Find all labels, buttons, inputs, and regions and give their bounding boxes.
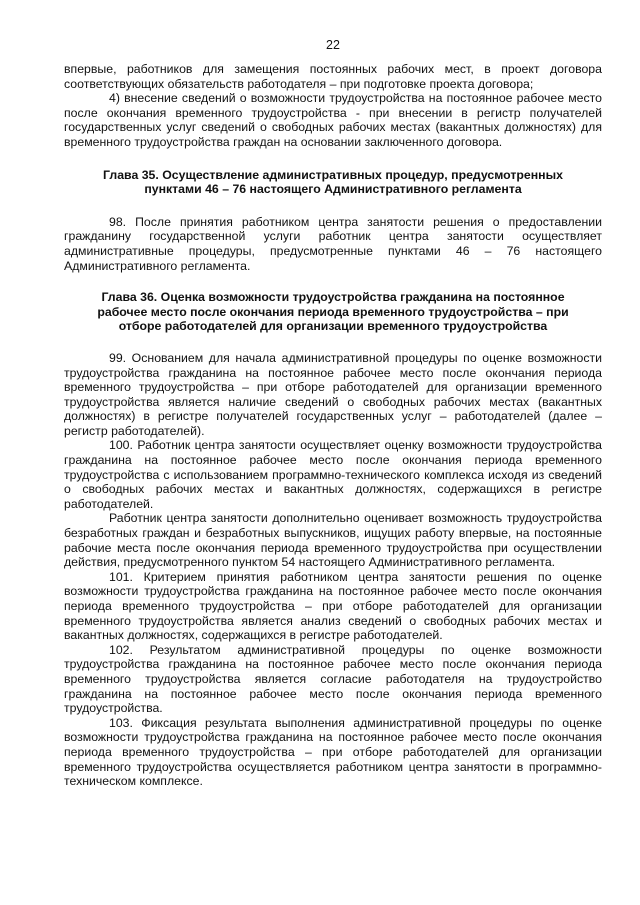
paragraph-item-4: 4) внесение сведений о возможности трудоустройства на постоянное рабочее место после окончания временного трудоустройства - при внесении в регистр получателей государственных услуг сведений о свободных рабочих местах (вакантных должностях) для временного трудоустройства граждан на основании заключенного договора.: [64, 91, 602, 149]
chapter-35-title-line-1: Глава 35. Осуществление административных процедур, предусмотренных: [103, 167, 563, 182]
chapter-36-title-line-2: рабочее место после окончания периода временного трудоустройства – при: [97, 304, 569, 319]
page-number: 22: [326, 38, 340, 52]
chapter-35-body: [64, 215, 602, 273]
paragraph-98: 98. После принятия работником центра занятости решения о предоставлении гражданину государственной услуги работник центра занятости осуществляет административные процедуры, предусмотренные пунктами 46 – 76 настоящего Административного регламента.: [64, 214, 602, 273]
chapter-35-heading: [64, 168, 602, 197]
paragraph-102: 102. Результатом административной процедуры по оценке возможности трудоустройства гражданина на постоянное рабочее место после окончания периода временного трудоустройства является согласие работодателя на трудоустройство гражданина на постоянное рабочее место после окончания периода временного трудоустройства.: [64, 642, 602, 716]
chapter-36-heading: [64, 290, 602, 334]
paragraph-100: 100. Работник центра занятости осуществляет оценку возможности трудоустройства гражданина на постоянное рабочее место после окончания периода временного трудоустройства с использованием программно-технического комплекса исходя из сведений о свободных рабочих местах и вакантных должностях, содержащихся в регистре работодателей.: [64, 438, 602, 511]
paragraph-103: 103. Фиксация результата выполнения административной процедуры по оценке возможности трудоустройства гражданина на постоянное рабочее место после окончания периода временного трудоустройства – при отборе работодателей для организации временного трудоустройства осуществляется работником центра занятости в программно-техническом комплексе.: [64, 715, 602, 789]
document-page: [64, 0, 602, 789]
intro-section: [64, 62, 602, 150]
paragraph-intro-continuation: впервые, работников для замещения постоянных рабочих мест, в проект договора соответствующих обязательств работодателя – при подготовке проекта договора;: [64, 62, 602, 91]
chapter-35-title-line-2: пунктами 46 – 76 настоящего Административного регламента: [144, 182, 522, 197]
paragraph-100-continued: Работник центра занятости дополнительно оценивает возможность трудоустройства безработных граждан и безработных выпускников, ищущих работу впервые, на постоянные рабочие места после окончания периода временного трудоустройства при осуществлении действия, предусмотренного пунктом 54 настоящего Административного регламента.: [64, 511, 602, 570]
paragraph-101: 101. Критерием принятия работником центра занятости решения по оценке возможности трудоустройства гражданина на постоянное рабочее место после окончания периода временного трудоустройства – при отборе работодателей для организации временного трудоустройства является анализ сведений о свободных рабочих местах и вакантных должностях, содержащихся в регистре работодателей.: [64, 569, 602, 643]
chapter-36-title-line-3: отборе работодателей для организации временного трудоустройства: [118, 319, 548, 334]
paragraph-99: 99. Основанием для начала административной процедуры по оценке возможности трудоустройства гражданина на постоянное рабочее место после окончания периода временного трудоустройства – при отборе работодателей для организации временного трудоустройства является наличие сведений о свободных рабочих местах (вакантных должностях) в регистре получателей государственных услуг – работодателей (далее – регистр работодателей).: [64, 350, 602, 438]
chapter-36-body: [64, 351, 602, 789]
chapter-36-title-line-1: Глава 36. Оценка возможности трудоустройства гражданина на постоянное: [101, 290, 565, 305]
